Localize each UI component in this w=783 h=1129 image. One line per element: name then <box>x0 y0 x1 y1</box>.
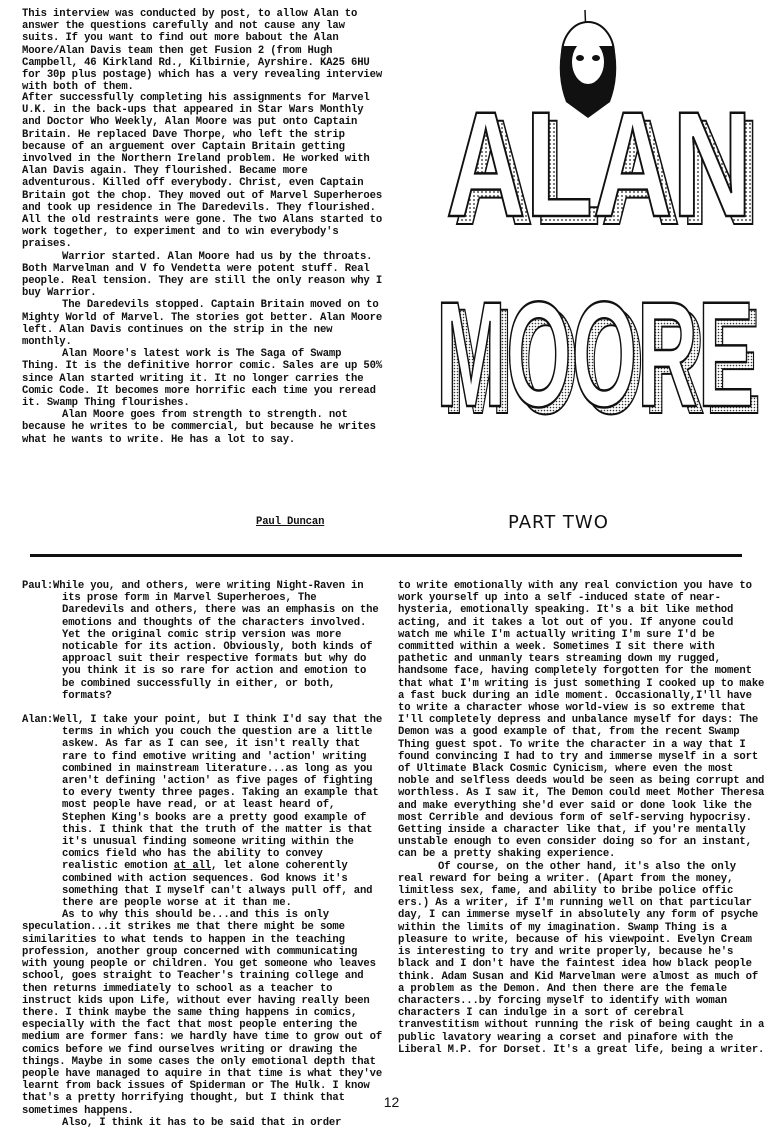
answer-text-1: Well, I take your point, but I think I'd say that the terms in which you couch the question are a little askew. As far as I can see, it isn't really that rare to find emotive writing and 'action' writing combined in mainstream literature...as long as you aren't defining 'action' as five pages of fighting to every twenty three pages. Taking an example that most people have read, or at least heard of, Stephen King's books are a pretty good example of this. I think that the truth of the matter is that it's unusual finding someone writing within the comics field who has the ability to convey realistic emotion <box>53 714 383 873</box>
title-alan <box>446 80 760 256</box>
intro-text: This interview was conducted by post, to allow Alan to answer the questions carefully and not cause any law suits. If you want to find out more babout the Alan Moore/Alan Davis team then get Fusion 2 (from Hugh Campbell, 46 Kirkland Rd., Kilbirnie, Ayrshire. KA25 6HU for 30p plus postage) which has a very revealing interview with both of them. <box>22 8 383 94</box>
answer-paragraph-2: As to why this should be...and this is only speculation...it strikes me that there might be some similarities to what tends to happen in the teaching profession, another group concerned with communicating with young people or children. You get someone who leaves school, goes straight to Teacher's training college and then returns immediately to school as a teacher to instruct kids upon Life, without ever having really been there. I think maybe the same thing happens in comics, especially with the fact that most people entering the medium are former fans: we hardly have time to grow out of comics before we find ourselves writing or drawing the things. Maybe in some cases the only emotional depth that people have managed to aquire in that time is what they've learnt from back issues of Spiderman or The Hulk. I know that's a pretty horrifying thought, but I think that sometimes happens. <box>22 909 383 1117</box>
answer-emphasis: at all <box>173 860 211 873</box>
answer-paragraph-4: Of course, on the other hand, it's also the only real reward for being a writer. (Apart from the money, limitless sex, fame, and ability to bribe police offic ers.) As a writer, if I'm running well on that particular day, I can immerse myself in absolutely any form of psyche within the limits of my imagination. Swamp Thing is a pleasure to write, because of his viewpoint. Evelyn Cream is interesting to try and write properly, because he's black and I don't have the faintest idea how black people think. Adam Susan and Kid Marvelman were almost as much of a problem as the Demon. And then there are the female characters...by forcing myself to identify with woman characters I can indulge in a sort of cerebral tranvestitism without running the risk of being caught in a public lavatory wearing a corset and pinafore with the Liberal M.P. for Dorset. It's a great life, being a writer. <box>398 860 765 1056</box>
interview-left-column <box>22 580 384 1129</box>
article-paragraph: Warrior started. Alan Moore had us by the throats. Both Marvelman and V fo Vendetta were potent stuff. Real people. Real tension. They are still the only reason why I buy Warrior. <box>22 250 383 300</box>
article-paragraph: Alan Moore goes from strength to strength. not because he writes to be commercial, but because he writes what he wants to write. He has a lot to say. <box>22 409 376 446</box>
author-signature: Paul Duncan <box>256 516 325 528</box>
part-two-subtitle: PART TWO <box>508 512 609 533</box>
page-number: 12 <box>383 1094 400 1110</box>
title-line1-shadow: ALAN <box>454 88 760 256</box>
intro-paragraph <box>22 8 384 93</box>
title-moore <box>436 270 761 445</box>
title-line2: MOORE <box>436 270 754 438</box>
question-speaker: Paul: <box>22 580 54 592</box>
title-artwork <box>428 6 762 506</box>
title-line2-shadow: MOORE <box>443 277 761 445</box>
section-divider <box>30 554 742 557</box>
article-body <box>22 92 384 446</box>
answer-paragraph-3-cont: to write emotionally with any real conviction you have to work yourself up into a self -induced state of near-hysteria, emotionally speaking. It's a bit like method acting, and it takes a lot out of you. If anyone could watch me while I'm actually writing I'm sure I'd be committed within a week. Sometimes I sit there with pathetic and unmanly tears streaming down my rugged, handsome face, having completely forgotten for the moment that what I'm writing is just something I cooked up to make a fast buck during an idle moment. Occasionally,I'll have to write a character whose world-view is so extreme that I'll completely depress and unbalance myself for days: The Demon was a good example of that, from the recent Swamp Thing guest spot. To write the character in a way that I found convincing I had to try and immerse myself in a sort of Ultimate Black Cosmic Cynicism, where even the most noble and selfless deeds would be seen as being corrupt and worthless. As I saw it, The Demon could meet Mother Theresa and make everything she'd ever said or done look like the most Cerrible and devious form of self-serving hypocrisy. Getting inside a character like that, if you're mentally unstable enough to even consider doing so for an instant, can be a pretty shaking experience. <box>398 580 765 861</box>
answer-text-2: , let alone coherently combined with action sequences. God knows it's something that I myself can't always pull off, and there are people worse at it than me. <box>62 860 373 910</box>
article-paragraph: Alan Moore's latest work is The Saga of Swamp Thing. It is the definitive horror comic. Sales are up 50% since Alan started writing it. It no longer carries the Comic Code. It becomes more horrific each time you reread it. Swamp Thing flourishes. <box>22 348 383 410</box>
question-paragraph <box>22 580 384 702</box>
article-paragraph: After successfully completing his assignments for Marvel U.K. in the back-ups that appeared in Star Wars Monthly and Doctor Who Weekly, Alan Moore was put onto Captain Britain. He replaced Dave Thorpe, who left the strip because of an arguement over Captain Britain getting involved in the Northern Ireland problem. He worked with Alan Davis again. They flourished. Became more adventurous. Killed off everybody. Christ, even Captain Britain got the chop. They moved out of Marvel Superheroes and took up residence in The Daredevils. They flourished. All the old restraints were gone. The two Alans started to work together, to experiment and to win everybody's praises. <box>22 92 383 251</box>
question-text: While you, and others, were writing Night-Raven in its prose form in Marvel Superheroes, The Daredevils and others, there was an emphasis on the emotions and thoughts of the characters involved. Yet the original comic strip version was more noticable for its action. Obviously, both kinds of approacl suit their respective formats but why do you think it is so rare for action and emotion to be combined successfully in either, or both, formats? <box>53 580 379 702</box>
title-line1: ALAN <box>446 80 752 248</box>
answer-speaker: Alan: <box>22 714 54 727</box>
article-paragraph: The Daredevils stopped. Captain Britain moved on to Mighty World of Marvel. The stories got better. Alan Moore left. Alan Davis continues on the strip in the new monthly. <box>22 299 383 349</box>
interview-right-column <box>398 580 766 1056</box>
answer-paragraph <box>22 714 384 909</box>
answer-paragraph-3-start: Also, I think it has to be said that in order <box>62 1116 342 1129</box>
